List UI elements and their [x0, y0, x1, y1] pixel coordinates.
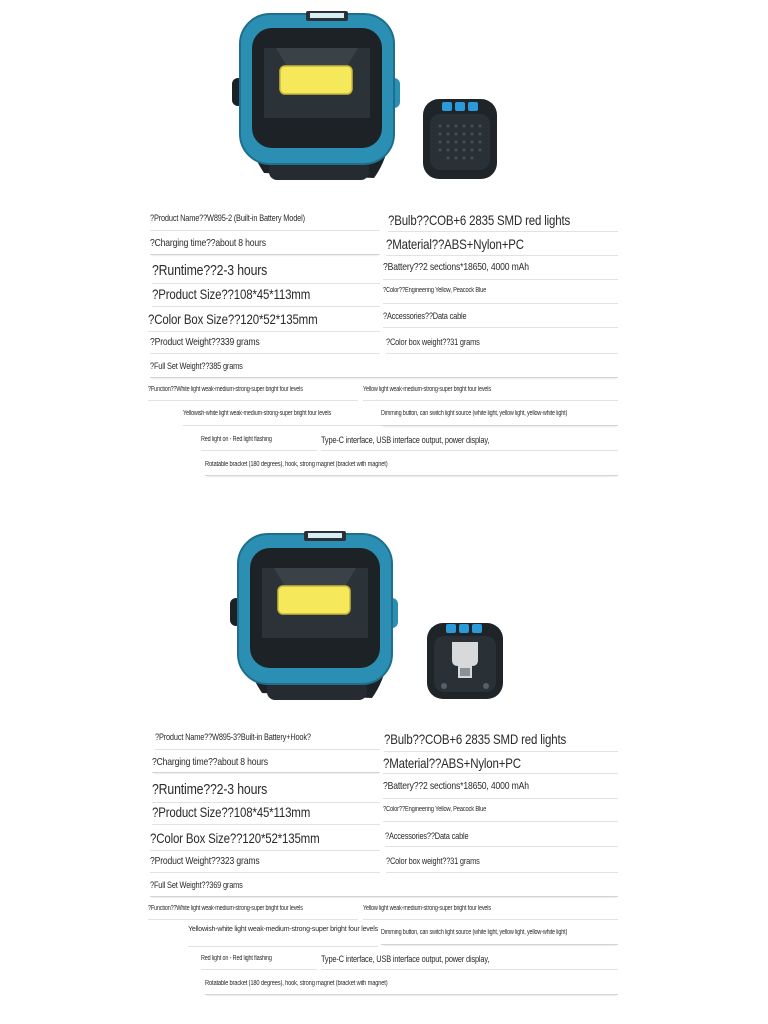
spec-red-light: Red light on - Red light flashing — [201, 436, 317, 451]
spec-material: ?Material??ABS+Nylon+PC — [383, 755, 618, 774]
spec-accessories: ?Accessories??Data cable — [383, 311, 618, 328]
spec-bulb: ?Bulb??COB+6 2835 SMD red lights — [384, 731, 618, 752]
spec-typec: Type-C interface, USB interface output, power display, — [321, 435, 618, 451]
spec-charging-time: ?Charging time??about 8 hours — [152, 756, 380, 773]
spec-accessories: ?Accessories??Data cable — [385, 831, 618, 847]
spec-charging-time: ?Charging time??about 8 hours — [150, 237, 380, 255]
spec-product-size: ?Product Size??108*45*113mm — [152, 286, 380, 307]
spec-product-size: ?Product Size??108*45*113mm — [152, 804, 380, 825]
spec-bracket: Rotatable bracket (180 degrees), hook, strong magnet (bracket with magnet) — [205, 980, 618, 995]
spec-bracket: Rotatable bracket (180 degrees), hook, strong magnet (bracket with magnet) — [205, 461, 618, 476]
spec-product-weight: ?Product Weight??339 grams — [150, 336, 380, 354]
spec-color-box-size: ?Color Box Size??120*52*135mm — [150, 830, 380, 851]
lamp-back-panel-image — [420, 96, 500, 186]
spec-color-box-weight: ?Color box weight??31 grams — [386, 856, 618, 873]
spec-color: ?Color??Engineering Yellow, Peacock Blue — [383, 806, 618, 822]
work-light-product-image — [222, 528, 407, 708]
spec-material: ?Material??ABS+Nylon+PC — [386, 236, 618, 256]
spec-color-box-size: ?Color Box Size??120*52*135mm — [148, 311, 380, 332]
spec-battery: ?Battery??2 sections*18650, 4000 mAh — [383, 261, 618, 280]
spec-color-box-weight: ?Color box weight??31 grams — [386, 337, 618, 354]
spec-typec: Type-C interface, USB interface output, power display, — [321, 954, 618, 970]
spec-red-light: Red light on - Red light flashing — [201, 955, 317, 970]
spec-full-set-weight: ?Full Set Weight??369 grams — [150, 880, 618, 897]
spec-function-yellow: Yellow light weak-medium-strong-super bright four levels — [363, 905, 618, 920]
spec-function-yellowish-white: Yellowish-white light weak-medium-strong-super bright four levels — [183, 410, 381, 426]
spec-bulb: ?Bulb??COB+6 2835 SMD red lights — [388, 212, 618, 232]
lamp-back-hook-image — [424, 620, 506, 704]
spec-runtime: ?Runtime??2-3 hours — [152, 781, 380, 803]
spec-dimming: Dimming button, can switch light source (white light, yellow light, yellow-white light) — [381, 929, 618, 945]
spec-battery: ?Battery??2 sections*18650, 4000 mAh — [383, 780, 618, 799]
spec-product-name: ?Product Name??W895-3?Built-in Battery+Hook? — [155, 732, 380, 750]
spec-dimming: Dimming button, can switch light source (white light, yellow light, yellow-white light) — [381, 410, 618, 426]
product-section-w895-3 — [0, 520, 768, 1020]
spec-runtime: ?Runtime??2-3 hours — [152, 262, 380, 284]
spec-function-white: ?Function??White light weak-medium-strong-super bright four levels — [148, 905, 358, 920]
spec-product-weight: ?Product Weight??323 grams — [150, 855, 380, 873]
product-section-w895-2 — [0, 0, 768, 500]
spec-function-yellowish-white: Yellowish-white light weak-medium-strong-super bright four levels — [188, 925, 378, 947]
spec-color: ?Color??Engineering Yellow, Peacock Blue — [383, 287, 618, 304]
spec-function-white: ?Function??White light weak-medium-strong-super bright four levels — [148, 386, 358, 401]
spec-full-set-weight: ?Full Set Weight??385 grams — [150, 361, 618, 378]
spec-function-yellow: Yellow light weak-medium-strong-super bright four levels — [363, 386, 618, 401]
spec-product-name: ?Product Name??W895-2 (Built-in Battery Model) — [150, 213, 380, 231]
work-light-product-image — [224, 8, 409, 188]
